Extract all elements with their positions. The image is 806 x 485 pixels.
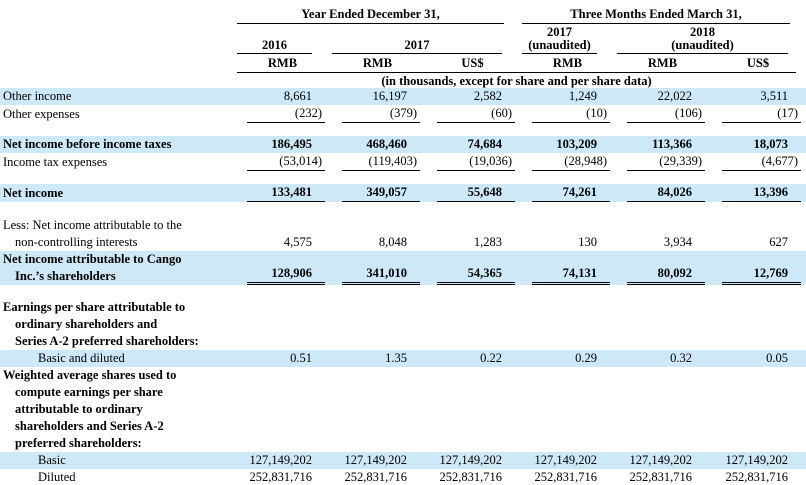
table-row xyxy=(0,153,806,171)
table-row xyxy=(0,136,806,153)
cell-value: 74,684 xyxy=(467,137,502,151)
value-cell xyxy=(520,350,615,367)
spacer-cell xyxy=(0,123,806,136)
row-label-line: ordinary shareholders and xyxy=(15,317,158,331)
table-body xyxy=(0,88,806,485)
value-cell xyxy=(235,367,330,452)
year-label: 2017 xyxy=(547,25,572,39)
table-row xyxy=(0,88,806,105)
spacer-row xyxy=(0,285,806,299)
row-label-line: Less: Net income attributable to the xyxy=(3,218,182,232)
header-year-row xyxy=(0,24,806,54)
cell-value: 3,511 xyxy=(760,89,789,103)
cell-value: 0.05 xyxy=(766,351,789,365)
spacer-cell xyxy=(0,171,806,184)
spacer-row xyxy=(0,171,806,184)
cell-value: 54,365 xyxy=(437,265,515,285)
row-label-line: attributable to ordinary xyxy=(15,402,143,416)
table-row xyxy=(0,469,806,485)
value-cell xyxy=(425,88,520,105)
header-units-row xyxy=(0,71,806,88)
row-label xyxy=(0,299,235,350)
value-cell xyxy=(710,88,806,105)
row-label-line: Basic and diluted xyxy=(38,351,125,365)
row-label xyxy=(0,251,235,285)
row-label-line: shareholders and Series A-2 xyxy=(15,419,164,433)
cell-value: 3,934 xyxy=(663,235,692,249)
cell-value: (17) xyxy=(722,105,801,123)
cell-value: 22,022 xyxy=(657,89,692,103)
cell-value: (53,014) xyxy=(247,153,325,171)
cell-value: 252,831,716 xyxy=(344,470,407,484)
cell-value: (379) xyxy=(342,105,420,123)
cell-value: (29,339) xyxy=(627,153,705,171)
row-label-line: Series A-2 preferred shareholders: xyxy=(15,334,199,348)
value-cell xyxy=(710,184,806,202)
cell-value: 8,661 xyxy=(283,89,312,103)
column-header-2017-unaudited xyxy=(520,24,615,54)
cell-value: 468,460 xyxy=(366,137,407,151)
cell-value: 16,197 xyxy=(372,89,407,103)
currency-header-rmb: RMB xyxy=(647,56,678,70)
value-cell xyxy=(520,452,615,469)
cell-value: 127,149,202 xyxy=(439,453,502,467)
row-label-line: preferred shareholders: xyxy=(15,436,142,450)
cell-value: 4,575 xyxy=(283,235,312,249)
unaudited-note: (unaudited) xyxy=(528,38,591,52)
column-group-label: Year Ended December 31, xyxy=(237,7,504,24)
table-header xyxy=(0,2,806,88)
cell-value: 84,026 xyxy=(627,184,705,202)
value-cell xyxy=(330,136,425,153)
table-row xyxy=(0,251,806,285)
row-label-line: Income tax expenses xyxy=(3,155,108,169)
value-cell xyxy=(520,217,615,251)
row-label xyxy=(0,184,235,202)
cell-value: (4,677) xyxy=(722,153,801,171)
units-note: (in thousands, except for share and per share data) xyxy=(237,72,796,88)
cell-value: 1.35 xyxy=(385,351,407,365)
value-cell xyxy=(710,105,806,123)
cell-value: 13,396 xyxy=(722,184,801,202)
value-cell xyxy=(235,88,330,105)
value-cell xyxy=(235,184,330,202)
cell-value: 349,057 xyxy=(342,184,420,202)
value-cell xyxy=(615,105,710,123)
cell-value: 1,283 xyxy=(473,235,502,249)
cell-value: 18,073 xyxy=(753,137,789,151)
row-label-line: Other expenses xyxy=(3,107,80,121)
value-cell xyxy=(425,251,520,285)
value-cell xyxy=(520,184,615,202)
row-label xyxy=(0,469,235,485)
row-label xyxy=(0,452,235,469)
column-header-2018-unaudited xyxy=(615,24,806,54)
value-cell xyxy=(520,251,615,285)
value-cell xyxy=(710,217,806,251)
cell-value: 627 xyxy=(769,235,789,249)
value-cell xyxy=(330,299,425,350)
value-cell xyxy=(615,350,710,367)
cell-value: 8,048 xyxy=(378,235,407,249)
column-header-2017: 2017 xyxy=(330,24,520,54)
cell-value: 341,010 xyxy=(342,265,420,285)
value-cell xyxy=(710,153,806,171)
cell-value: 12,769 xyxy=(722,265,801,285)
row-label xyxy=(0,367,235,452)
value-cell xyxy=(615,452,710,469)
value-cell xyxy=(520,153,615,171)
cell-value: 113,366 xyxy=(652,137,692,151)
currency-header-usd: US$ xyxy=(746,56,770,70)
spacer-row xyxy=(0,202,806,217)
cell-value: 0.51 xyxy=(290,351,312,365)
cell-value: (119,403) xyxy=(342,153,420,171)
value-cell xyxy=(235,469,330,485)
cell-value: 127,149,202 xyxy=(725,453,789,467)
value-cell xyxy=(710,251,806,285)
row-label xyxy=(0,136,235,153)
spacer-cell xyxy=(0,285,806,299)
value-cell xyxy=(235,136,330,153)
column-group-three-months xyxy=(520,2,806,24)
value-cell xyxy=(710,469,806,485)
value-cell xyxy=(330,105,425,123)
cell-value: 0.32 xyxy=(670,351,692,365)
value-cell xyxy=(615,251,710,285)
value-cell xyxy=(330,153,425,171)
value-cell xyxy=(425,136,520,153)
row-label-line: compute earnings per share xyxy=(15,385,163,399)
cell-value: (106) xyxy=(627,105,705,123)
table-row xyxy=(0,105,806,123)
row-label-line: Basic xyxy=(38,453,66,467)
value-cell xyxy=(330,217,425,251)
row-label-line: Weighted average shares used to xyxy=(3,368,177,382)
value-cell xyxy=(425,217,520,251)
row-label-line: Other income xyxy=(3,89,72,103)
value-cell xyxy=(615,299,710,350)
cell-value: (19,036) xyxy=(437,153,515,171)
value-cell xyxy=(615,136,710,153)
value-cell xyxy=(235,350,330,367)
header-empty xyxy=(0,71,235,88)
table-row xyxy=(0,217,806,251)
currency-header-rmb: RMB xyxy=(552,56,583,70)
row-label-line: Net income xyxy=(3,186,64,200)
cell-value: 0.22 xyxy=(480,351,502,365)
cell-value: 103,209 xyxy=(556,137,597,151)
cell-value: 127,149,202 xyxy=(534,453,597,467)
cell-value: 252,831,716 xyxy=(534,470,597,484)
header-empty xyxy=(0,54,235,71)
value-cell xyxy=(710,136,806,153)
spacer-row xyxy=(0,123,806,136)
column-group-year-ended xyxy=(235,2,520,24)
value-cell xyxy=(615,184,710,202)
cell-value: 0.29 xyxy=(575,351,597,365)
row-label xyxy=(0,88,235,105)
value-cell xyxy=(330,184,425,202)
value-cell xyxy=(520,367,615,452)
cell-value: 55,648 xyxy=(437,184,515,202)
value-cell xyxy=(425,153,520,171)
cell-value: 2,582 xyxy=(473,89,502,103)
currency-header-usd: US$ xyxy=(461,56,484,70)
value-cell xyxy=(710,350,806,367)
row-label-line: non-controlling interests xyxy=(15,235,138,249)
value-cell xyxy=(520,299,615,350)
row-label xyxy=(0,153,235,171)
header-group-row xyxy=(0,2,806,24)
income-statement-table xyxy=(0,2,806,485)
table-row xyxy=(0,184,806,202)
cell-value: 130 xyxy=(578,235,597,249)
value-cell xyxy=(330,88,425,105)
unaudited-note: (unaudited) xyxy=(671,38,734,52)
value-cell xyxy=(425,350,520,367)
value-cell xyxy=(330,452,425,469)
header-empty xyxy=(0,24,235,54)
value-cell xyxy=(520,136,615,153)
row-label-line: Diluted xyxy=(38,470,76,484)
column-group-label: Three Months Ended March 31, xyxy=(522,7,790,24)
cell-value: 133,481 xyxy=(247,184,325,202)
table-row xyxy=(0,299,806,350)
currency-header-rmb: RMB xyxy=(362,56,393,70)
header-corner-empty xyxy=(0,2,235,24)
value-cell xyxy=(615,88,710,105)
cell-value: 128,906 xyxy=(247,265,325,285)
column-header-2016: 2016 xyxy=(235,24,330,54)
row-label xyxy=(0,217,235,251)
currency-header-rmb: RMB xyxy=(267,56,298,70)
value-cell xyxy=(425,299,520,350)
value-cell xyxy=(520,469,615,485)
cell-value: 127,149,202 xyxy=(249,453,312,467)
cell-value: 127,149,202 xyxy=(629,453,692,467)
value-cell xyxy=(235,153,330,171)
value-cell xyxy=(235,251,330,285)
value-cell xyxy=(235,217,330,251)
row-label-line: Net income before income taxes xyxy=(3,137,172,151)
cell-value: 252,831,716 xyxy=(249,470,312,484)
value-cell xyxy=(330,350,425,367)
value-cell xyxy=(710,367,806,452)
row-label-line: Inc.’s shareholders xyxy=(15,269,116,283)
value-cell xyxy=(235,105,330,123)
cell-value: (28,948) xyxy=(532,153,610,171)
cell-value: 80,092 xyxy=(627,265,705,285)
value-cell xyxy=(425,367,520,452)
cell-value: 252,831,716 xyxy=(725,470,789,484)
value-cell xyxy=(330,469,425,485)
header-currency-row xyxy=(0,54,806,71)
value-cell xyxy=(425,184,520,202)
cell-value: 252,831,716 xyxy=(439,470,502,484)
table-row xyxy=(0,350,806,367)
value-cell xyxy=(425,469,520,485)
cell-value: 74,261 xyxy=(532,184,610,202)
value-cell xyxy=(615,217,710,251)
value-cell xyxy=(710,452,806,469)
value-cell xyxy=(425,105,520,123)
cell-value: (60) xyxy=(437,105,515,123)
cell-value: 74,131 xyxy=(532,265,610,285)
cell-value: 252,831,716 xyxy=(629,470,692,484)
value-cell xyxy=(615,367,710,452)
value-cell xyxy=(235,452,330,469)
cell-value: (10) xyxy=(532,105,610,123)
spacer-cell xyxy=(0,202,806,217)
cell-value: (232) xyxy=(247,105,325,123)
value-cell xyxy=(330,367,425,452)
table-row xyxy=(0,367,806,452)
value-cell xyxy=(615,153,710,171)
year-label: 2018 xyxy=(690,25,715,39)
value-cell xyxy=(520,105,615,123)
cell-value: 186,495 xyxy=(271,137,312,151)
value-cell xyxy=(330,251,425,285)
cell-value: 1,249 xyxy=(568,89,597,103)
table-row xyxy=(0,452,806,469)
value-cell xyxy=(520,88,615,105)
row-label-line: Earnings per share attributable to xyxy=(3,300,186,314)
row-label xyxy=(0,350,235,367)
row-label xyxy=(0,105,235,123)
value-cell xyxy=(425,452,520,469)
value-cell xyxy=(710,299,806,350)
row-label-line: Net income attributable to Cango xyxy=(3,252,182,266)
value-cell xyxy=(235,299,330,350)
value-cell xyxy=(615,469,710,485)
cell-value: 127,149,202 xyxy=(344,453,407,467)
units-note-cell xyxy=(235,71,806,88)
